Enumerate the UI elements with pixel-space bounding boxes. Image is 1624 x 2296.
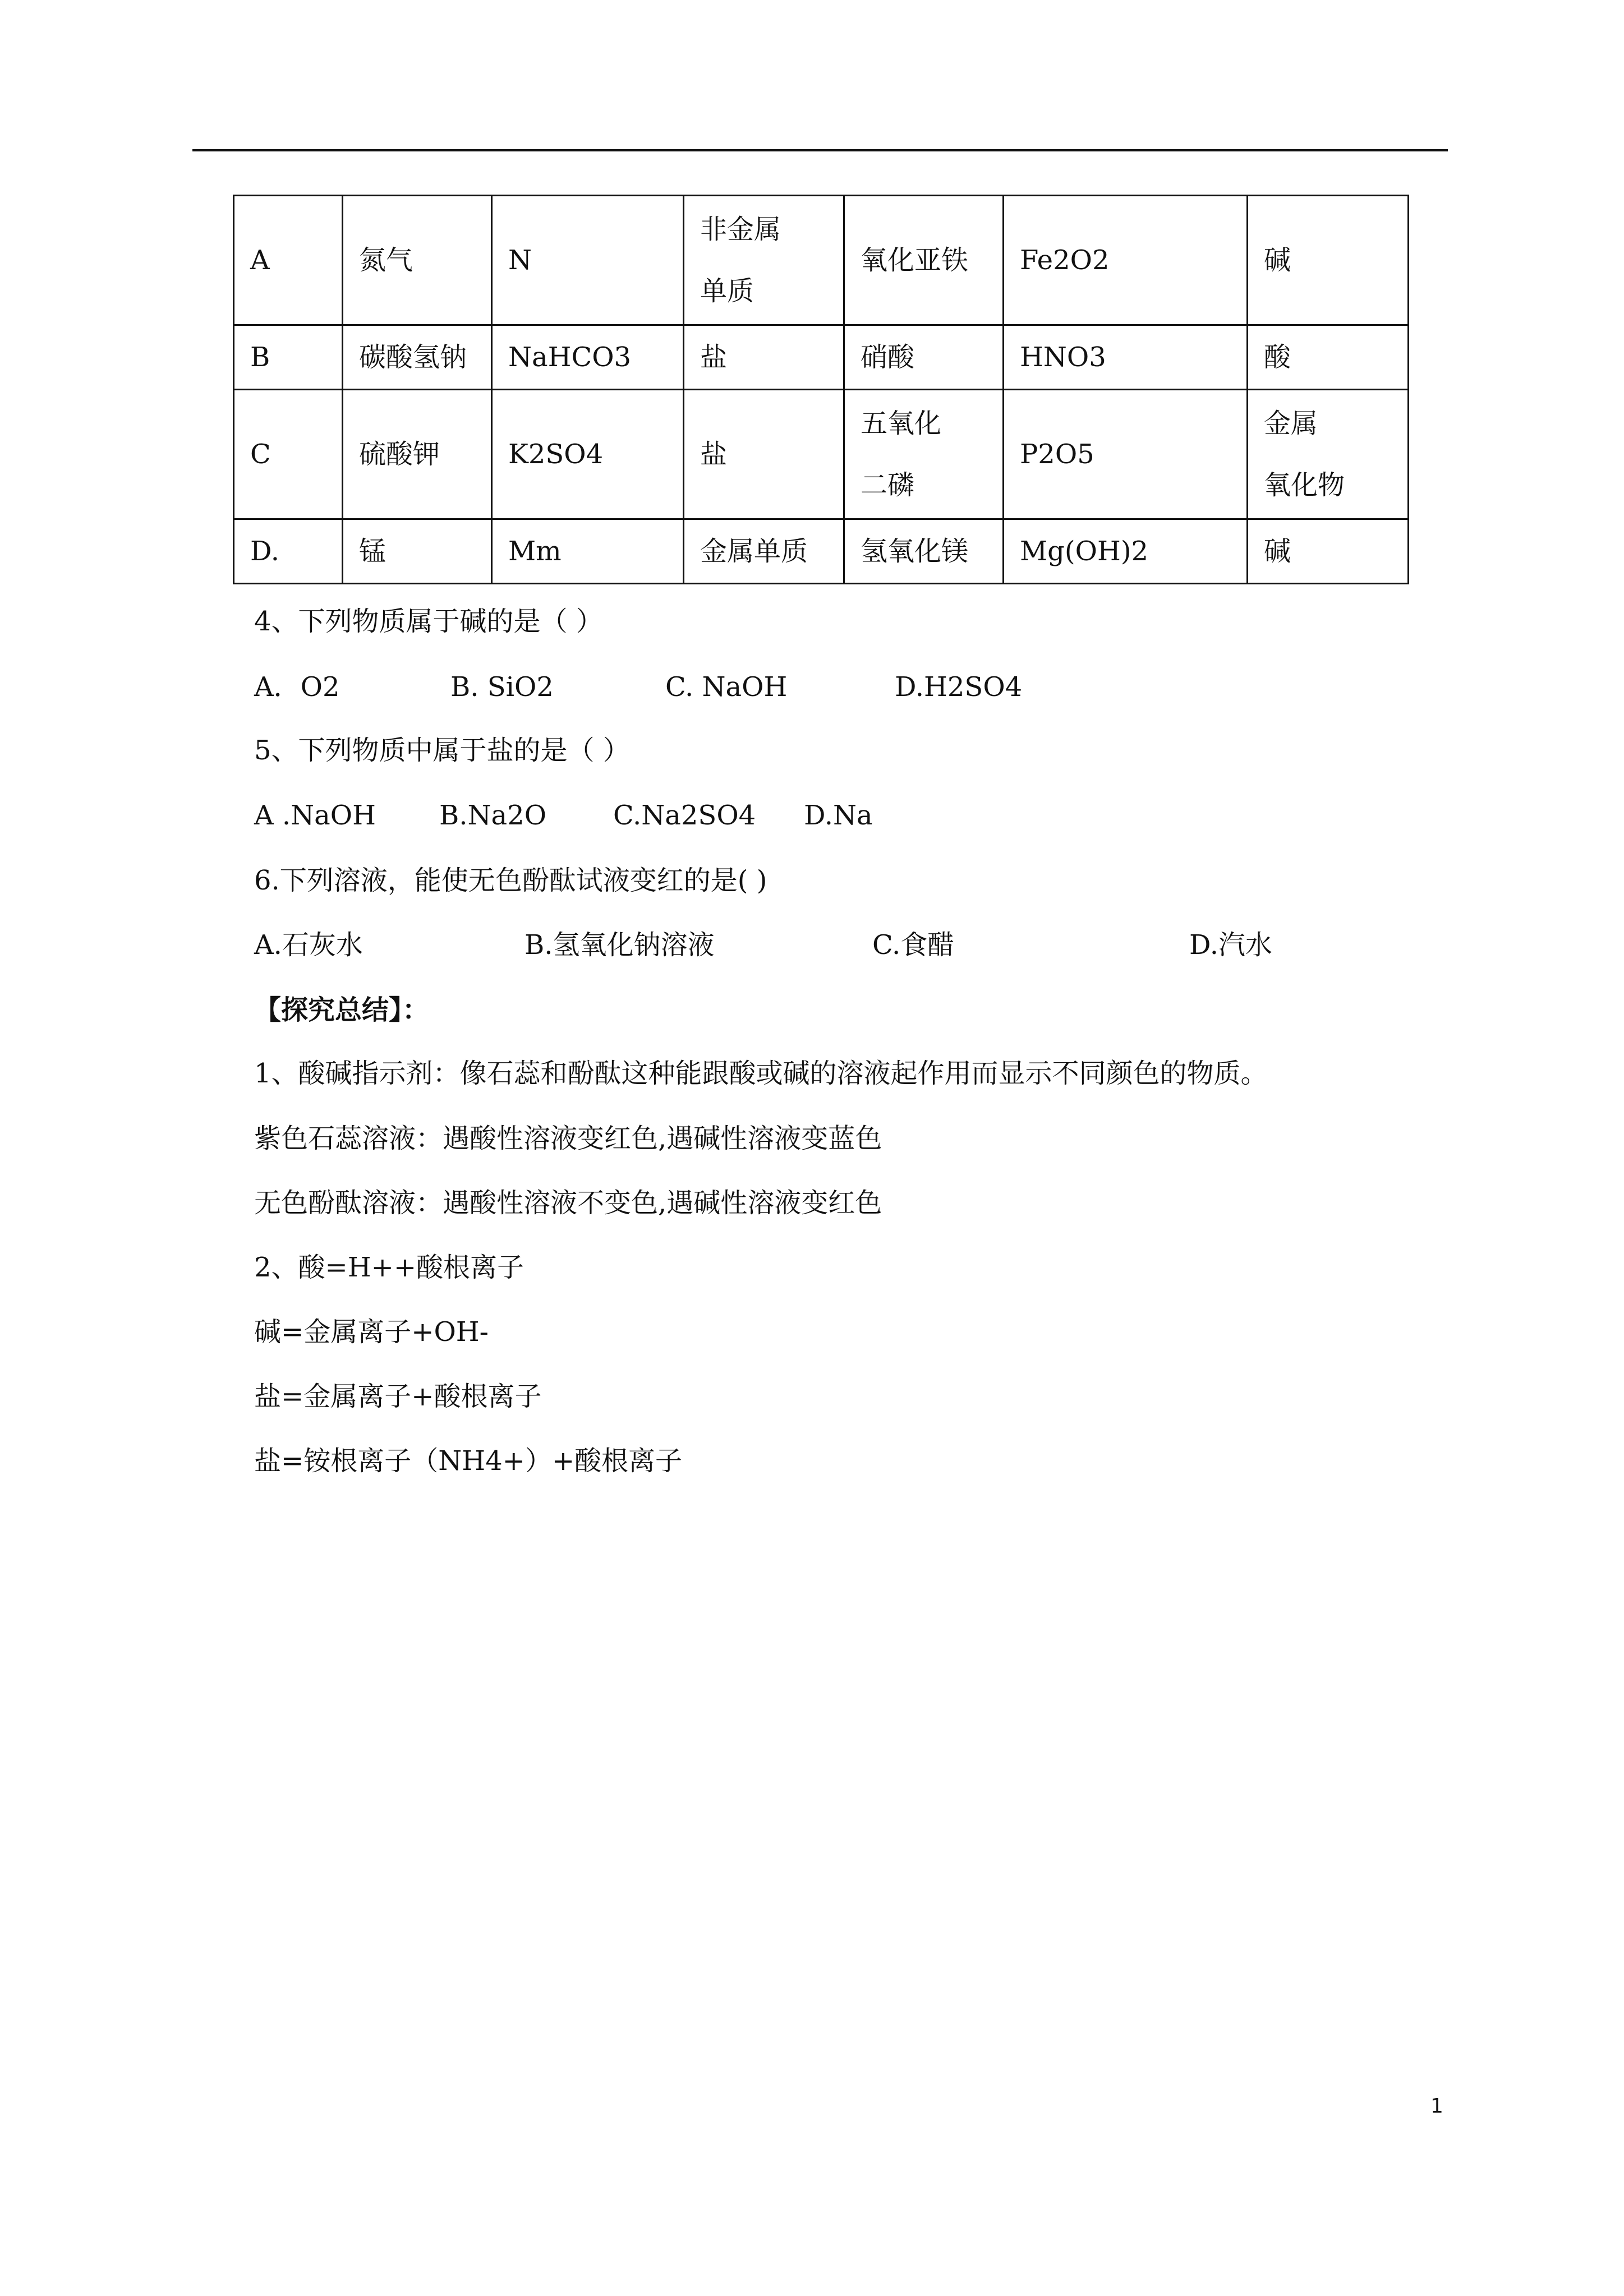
table-cell bbox=[1248, 325, 1409, 390]
option-b: B. SiO2 bbox=[450, 671, 554, 703]
summary-line: 碱=金属离子+OH- bbox=[254, 1316, 489, 1348]
option-b: B.Na2O bbox=[439, 800, 547, 831]
table-row bbox=[234, 325, 1409, 390]
table-cell bbox=[343, 196, 492, 325]
summary-line: 紫色石蕊溶液：遇酸性溶液变红色,遇碱性溶液变蓝色 bbox=[254, 1123, 882, 1154]
table-cell-text: 氮气 bbox=[359, 245, 413, 276]
table-cell bbox=[1248, 519, 1409, 584]
table-cell-text: 盐 bbox=[700, 342, 728, 373]
table-cell bbox=[343, 325, 492, 390]
table-cell bbox=[492, 325, 684, 390]
table-cell-text: 酸 bbox=[1264, 342, 1291, 373]
table-cell-text: P2O5 bbox=[1020, 439, 1094, 470]
table-cell-text: HNO3 bbox=[1020, 342, 1106, 373]
option-d: D.汽水 bbox=[1189, 929, 1273, 961]
table-cell bbox=[684, 196, 844, 325]
table-cell bbox=[1248, 196, 1409, 325]
option-a: A.石灰水 bbox=[254, 929, 363, 961]
table-cell-text: 硝酸 bbox=[861, 342, 915, 373]
table-cell bbox=[1248, 390, 1409, 519]
table-cell bbox=[844, 325, 1004, 390]
page-number: 1 bbox=[1430, 2095, 1443, 2118]
table-cell bbox=[234, 390, 343, 519]
option-c: C. NaOH bbox=[665, 671, 788, 703]
option-c: C.食醋 bbox=[872, 929, 955, 961]
table-cell bbox=[844, 390, 1004, 519]
table-cell bbox=[1004, 519, 1248, 584]
table-cell bbox=[492, 519, 684, 584]
summary-line: 2、酸=H++酸根离子 bbox=[254, 1252, 525, 1283]
option-a: A．O2 bbox=[254, 671, 340, 703]
table-cell-text: Mm bbox=[508, 536, 562, 567]
table-cell bbox=[684, 390, 844, 519]
table-cell-text: 盐 bbox=[700, 439, 728, 470]
option-a: A .NaOH bbox=[254, 800, 376, 831]
table-cell bbox=[492, 390, 684, 519]
table-cell bbox=[684, 519, 844, 584]
header-rule bbox=[192, 149, 1448, 151]
table-cell bbox=[1004, 325, 1248, 390]
option-b: B.氢氧化钠溶液 bbox=[525, 929, 715, 961]
table-cell bbox=[1004, 196, 1248, 325]
table-cell-text: 碳酸氢钠 bbox=[359, 342, 467, 373]
table-cell-text: NaHCO3 bbox=[508, 342, 632, 373]
question-5-stem: 5、下列物质中属于盐的是（ ） bbox=[254, 735, 630, 766]
table-cell-text: 非金属 单质 bbox=[700, 214, 781, 307]
table-cell-text: 金属 氧化物 bbox=[1264, 408, 1345, 501]
question-4-stem: 4、下列物质属于碱的是（ ） bbox=[254, 606, 603, 637]
table-cell-text: D. bbox=[250, 536, 280, 567]
table-row bbox=[234, 390, 1409, 519]
option-c: C.Na2SO4 bbox=[613, 800, 756, 831]
question-6-stem: 6.下列溶液，能使无色酚酞试液变红的是( ) bbox=[254, 865, 767, 896]
option-d: D.H2SO4 bbox=[895, 671, 1023, 703]
table-cell-text: 硫酸钾 bbox=[359, 439, 440, 470]
table-cell bbox=[492, 196, 684, 325]
table-cell-text: 氢氧化镁 bbox=[861, 536, 969, 567]
table-cell-text: Fe2O2 bbox=[1020, 245, 1110, 276]
summary-line: 盐=铵根离子（NH4+）+酸根离子 bbox=[254, 1445, 683, 1477]
table-cell-text: C bbox=[250, 439, 271, 470]
table-cell bbox=[343, 519, 492, 584]
table-cell bbox=[844, 519, 1004, 584]
table-cell bbox=[343, 390, 492, 519]
table-row bbox=[234, 196, 1409, 325]
table-cell-text: 氧化亚铁 bbox=[861, 245, 969, 276]
summary-line: 盐=金属离子+酸根离子 bbox=[254, 1381, 542, 1412]
table-cell bbox=[1004, 390, 1248, 519]
table-cell-text: B bbox=[250, 342, 270, 373]
table-cell-text: 碱 bbox=[1264, 245, 1291, 276]
table-cell bbox=[684, 325, 844, 390]
table-cell-text: 锰 bbox=[359, 536, 387, 567]
table-cell-text: K2SO4 bbox=[508, 439, 604, 470]
substance-classification-table bbox=[233, 195, 1409, 584]
option-d: D.Na bbox=[804, 800, 873, 831]
summary-line: 无色酚酞溶液：遇酸性溶液不变色,遇碱性溶液变红色 bbox=[254, 1187, 882, 1219]
table-cell bbox=[234, 325, 343, 390]
table-cell bbox=[844, 196, 1004, 325]
table-cell-text: A bbox=[250, 245, 270, 276]
table-row bbox=[234, 519, 1409, 584]
table-cell-text: 五氧化 二磷 bbox=[861, 408, 942, 501]
summary-heading: 【探究总结】： bbox=[254, 994, 430, 1026]
table-cell bbox=[234, 519, 343, 584]
table-cell-text: 碱 bbox=[1264, 536, 1291, 567]
summary-line: 1、酸碱指示剂：像石蕊和酚酞这种能跟酸或碱的溶液起作用而显示不同颜色的物质。 bbox=[254, 1058, 1268, 1089]
table-cell-text: N bbox=[508, 245, 532, 276]
table-cell-text: Mg(OH)2 bbox=[1020, 536, 1149, 567]
table-cell-text: 金属单质 bbox=[700, 536, 808, 567]
table-cell bbox=[234, 196, 343, 325]
